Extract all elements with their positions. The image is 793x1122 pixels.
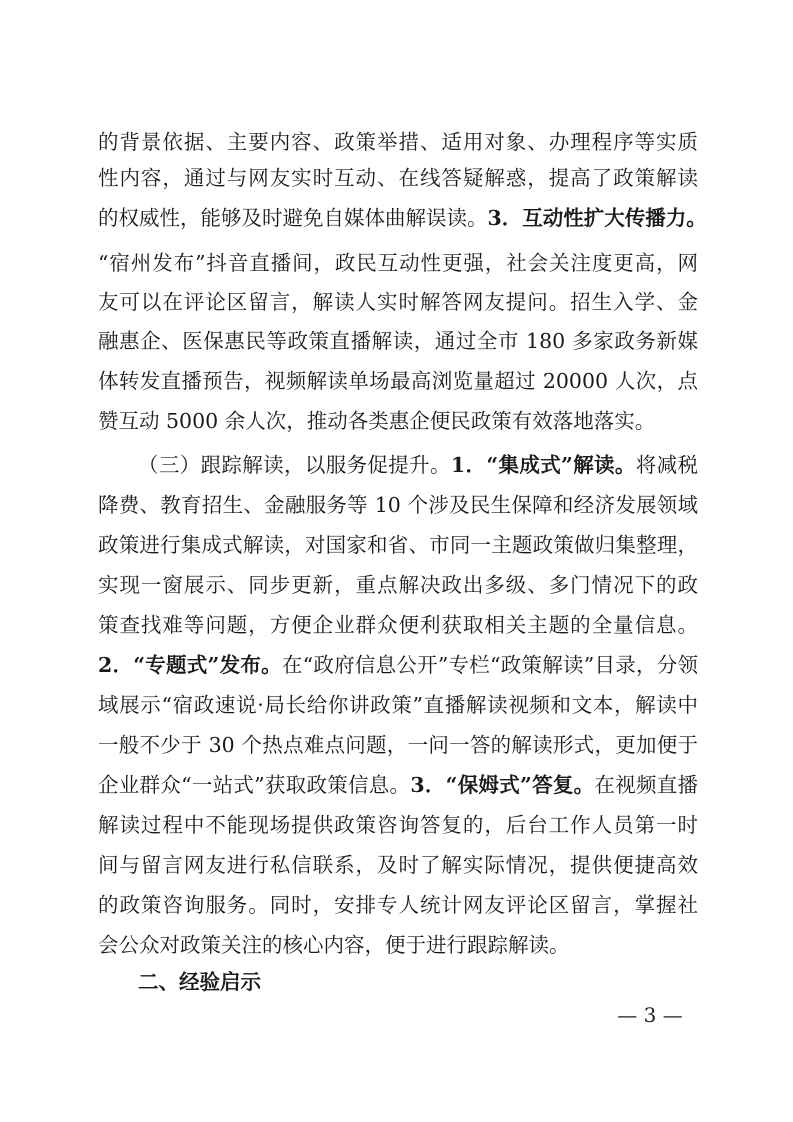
text-run: 性内容，通过与网友实时互动、在线答疑解惑，提高了政策解读 — [98, 166, 698, 190]
text-line — [98, 687, 698, 723]
text-line — [98, 124, 698, 160]
text-line — [98, 284, 698, 320]
text-run: 政策进行集成式解读，对国家和省、市同一主题政策做归集整理， — [98, 533, 698, 557]
text-line — [98, 767, 698, 803]
text-line — [98, 527, 698, 563]
text-run: 的政策咨询服务。同时，安排专人统计网友评论区留言，掌握社 — [98, 893, 698, 917]
text-line — [98, 807, 698, 843]
bold-phrase: 1．“集成式”解读。 — [450, 453, 636, 477]
text-run: 的背景依据、主要内容、政策举措、适用对象、办理程序等实质 — [98, 130, 698, 154]
text-run: 间与留言网友进行私信联系，及时了解实际情况，提供便捷高效 — [98, 853, 698, 877]
bold-phrase: 3．互动性扩大传播力。 — [487, 206, 707, 230]
text-run: 一般不少于 30 个热点难点问题，一问一答的解读形式，更加便于 — [98, 733, 698, 757]
bold-phrase: 2．“专题式”发布。 — [98, 653, 282, 677]
text-run: 友可以在评论区留言，解读人实时解答网友提问。招生入学、金 — [98, 290, 698, 314]
section-heading: 二、经验启示 — [138, 970, 261, 994]
text-run: 实现一窗展示、同步更新，重点解决政出多级、多门情况下的政 — [98, 573, 698, 597]
text-line — [98, 160, 698, 196]
text-run: 策查找难等问题，方便企业群众便利获取相关主题的全量信息。 — [98, 613, 698, 637]
text-run: 域展示“宿政速说·局长给你讲政策”直播解读视频和文本，解读中 — [98, 693, 698, 717]
text-line — [98, 363, 698, 399]
text-run: 将减税 — [635, 453, 698, 477]
text-run: （三）跟踪解读，以服务促提升。 — [138, 453, 451, 477]
text-line — [98, 887, 698, 923]
text-line — [98, 847, 698, 883]
text-line — [98, 647, 698, 683]
text-line — [98, 927, 698, 963]
text-run: 赞互动 5000 余人次，推动各类惠企便民政策有效落地落实。 — [98, 409, 656, 433]
text-run: 降费、教育招生、金融服务等 10 个涉及民生保障和经济发展领域 — [98, 493, 698, 517]
text-line — [98, 607, 698, 643]
text-line — [98, 245, 698, 281]
text-run: 体转发直播预告，视频解读单场最高浏览量超过 20000 人次，点 — [98, 369, 698, 393]
text-line — [98, 403, 698, 439]
text-run: 在“政府信息公开”专栏“政策解读”目录，分领 — [281, 653, 698, 677]
bold-phrase: 3．“保姆式”答复。 — [410, 773, 595, 797]
page-number: — 3 — — [617, 1003, 683, 1027]
text-run: “宿州发布”抖音直播间，政民互动性更强，社会关注度更高，网 — [98, 251, 698, 275]
text-run: 融惠企、医保惠民等政策直播解读，通过全市 180 多家政务新媒 — [98, 329, 698, 353]
text-line — [98, 200, 707, 236]
text-line — [138, 447, 698, 483]
text-run: 会公众对政策关注的核心内容，便于进行跟踪解读。 — [98, 933, 570, 957]
text-line — [98, 727, 698, 763]
text-run: 的权威性，能够及时避免自媒体曲解误读。 — [98, 206, 488, 230]
text-line — [98, 487, 698, 523]
text-line — [98, 323, 698, 359]
text-run: 解读过程中不能现场提供政策咨询答复的，后台工作人员第一时 — [98, 813, 698, 837]
text-run: 在视频直播 — [594, 773, 698, 797]
text-line — [98, 567, 698, 603]
text-run: 企业群众“一站式”获取政策信息。 — [98, 773, 411, 797]
